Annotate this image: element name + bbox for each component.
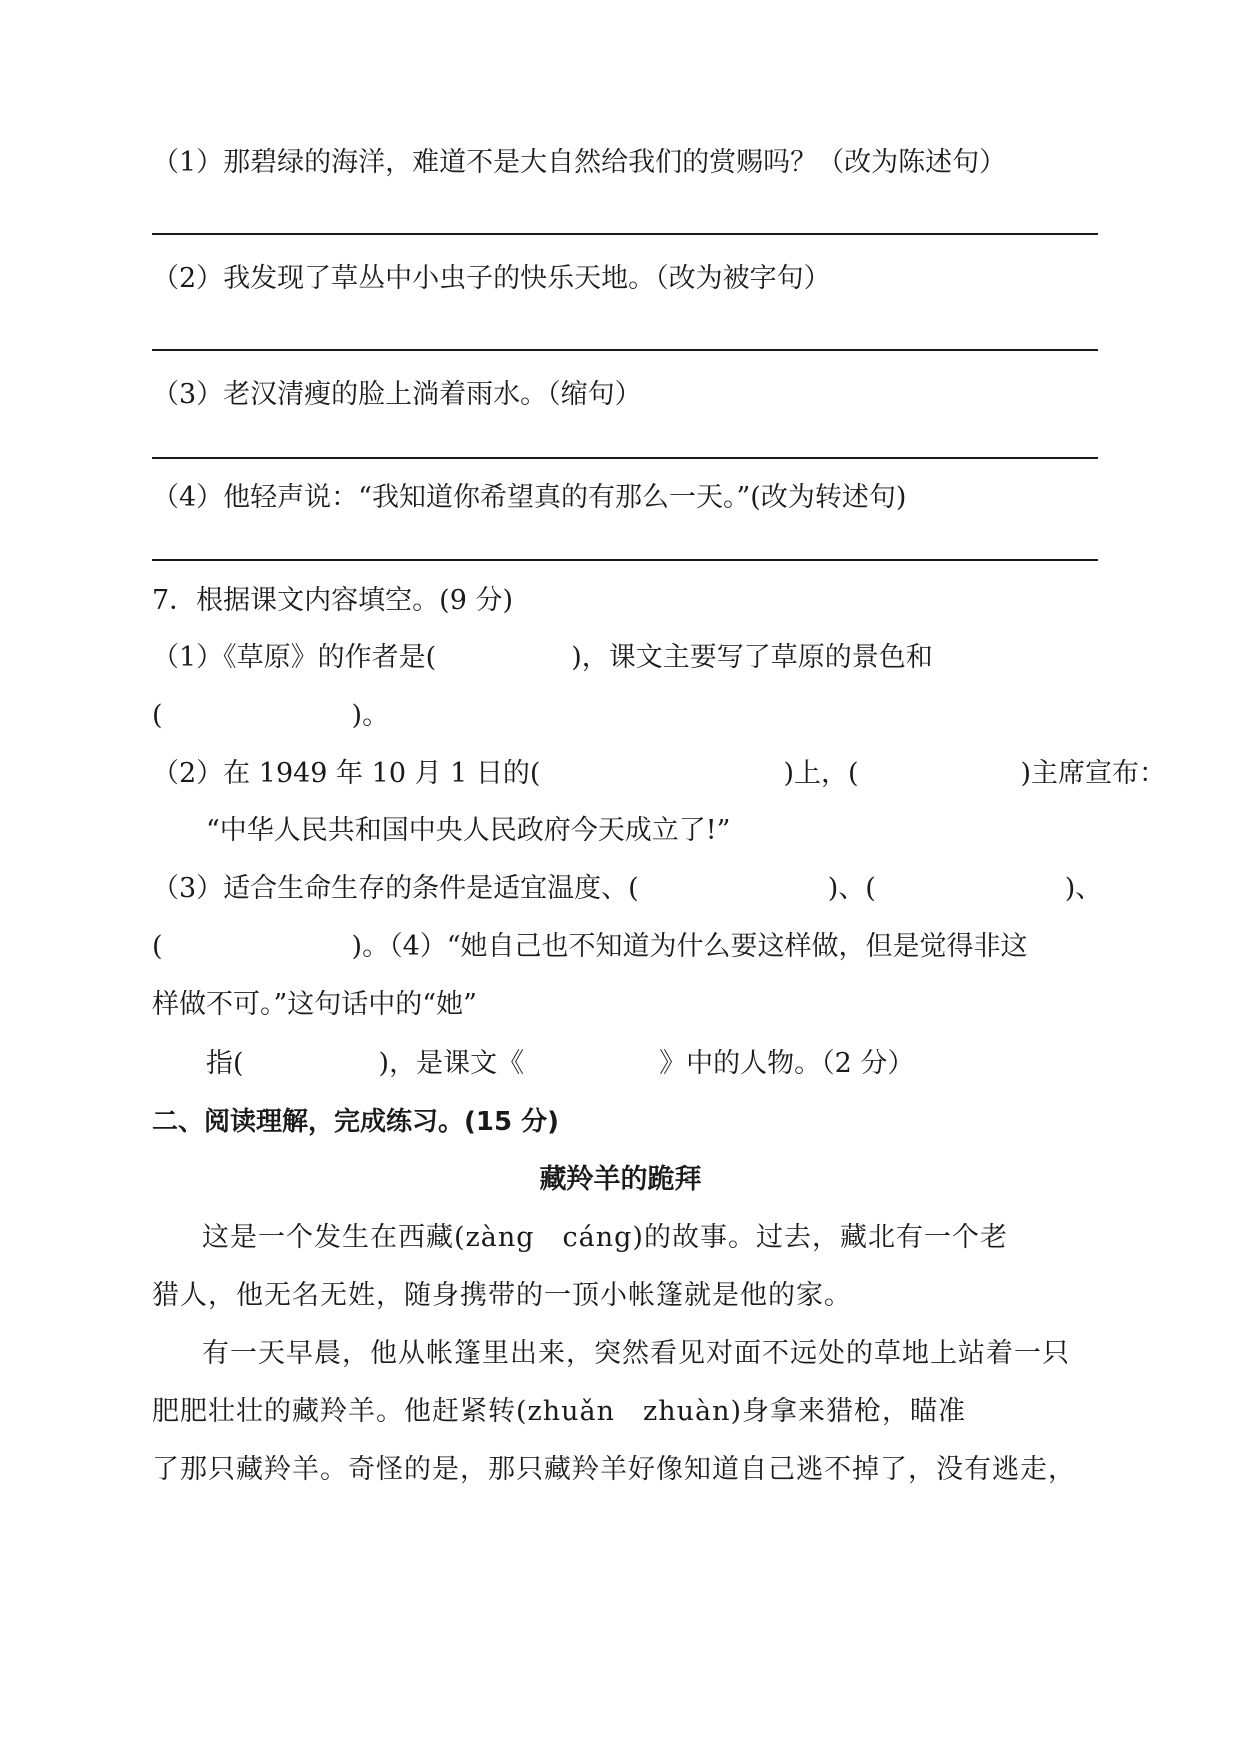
passage-line-3: 有一天早晨，他从帐篷里出来，突然看见对面不远处的草地上站着一只	[202, 1338, 1070, 1369]
q7-line-5: （3）适合生命生存的条件是适宜温度、( )、( )、	[152, 873, 1103, 904]
passage-line-1: 这是一个发生在西藏(zàng cáng)的故事。过去，藏北有一个老	[202, 1222, 1008, 1253]
section2-heading: 二、阅读理解，完成练习。(15 分)	[152, 1107, 559, 1137]
q7-line-7: 样做不可。”这句话中的“她”	[152, 989, 477, 1020]
answer-line-3[interactable]	[152, 457, 1098, 459]
q7-line-8: 指( )，是课文《 》中的人物。（2 分）	[206, 1048, 915, 1079]
passage-title: 藏羚羊的跪拜	[539, 1164, 702, 1195]
passage-line-2: 猎人，他无名无姓，随身携带的一顶小帐篷就是他的家。	[152, 1280, 852, 1311]
q6-item-1: （1）那碧绿的海洋，难道不是大自然给我们的赏赐吗？（改为陈述句）	[152, 147, 1007, 178]
passage-line-4: 肥肥壮壮的藏羚羊。他赶紧转(zhuǎn zhuàn)身拿来猎枪，瞄准	[152, 1396, 967, 1427]
q7-line-6: ( )。（4）“她自己也不知道为什么要这样做，但是觉得非这	[152, 931, 1028, 962]
q7-heading: 7．根据课文内容填空。(9 分)	[152, 585, 514, 616]
q7-line-1: （1）《草原》的作者是( )，课文主要写了草原的景色和	[152, 642, 933, 673]
passage-line-5: 了那只藏羚羊。奇怪的是，那只藏羚羊好像知道自己逃不掉了，没有逃走，	[152, 1454, 1076, 1485]
q7-line-2: ( )。	[152, 700, 390, 731]
q6-item-4: （4）他轻声说：“我知道你希望真的有那么一天。”(改为转述句)	[152, 482, 907, 513]
answer-line-4[interactable]	[152, 559, 1098, 561]
q7-line-3: （2）在 1949 年 10 月 1 日的( )上，( )主席宣布：	[152, 758, 1167, 789]
answer-line-1[interactable]	[152, 233, 1098, 235]
q6-item-3: （3）老汉清瘦的脸上淌着雨水。（缩句）	[152, 379, 642, 410]
q7-line-4: “中华人民共和国中央人民政府今天成立了!”	[206, 815, 731, 846]
answer-line-2[interactable]	[152, 349, 1098, 351]
q6-item-2: （2）我发现了草丛中小虫子的快乐天地。（改为被字句）	[152, 263, 831, 294]
